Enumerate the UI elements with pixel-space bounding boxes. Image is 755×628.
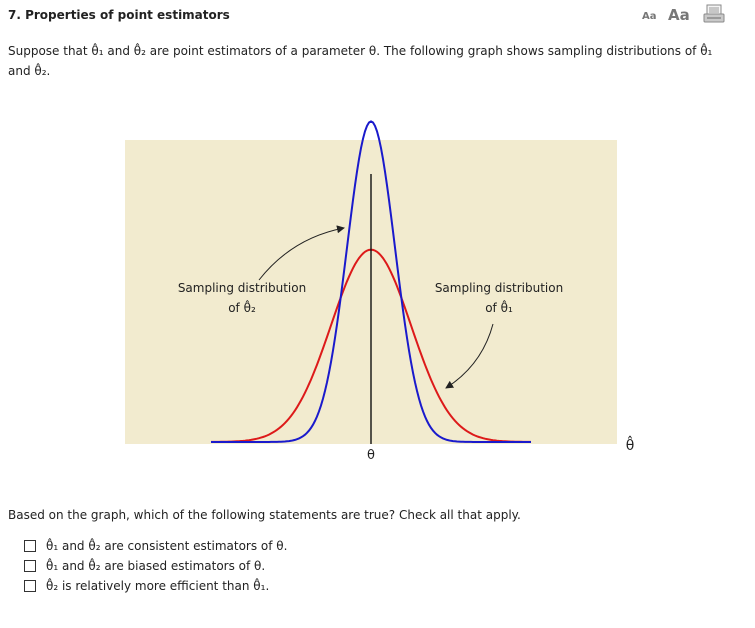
intro-line-1: Suppose that θ̂₁ and θ̂₂ are point estimators of a parameter θ. The following graph shows sampling distributions of θ̂₁	[8, 44, 713, 58]
answer-options	[24, 536, 287, 596]
answer-option[interactable]	[24, 556, 287, 576]
font-size-small-button[interactable]: Aa	[642, 11, 657, 22]
theta-hat-axis-label: θ̂	[625, 438, 635, 454]
print-icon[interactable]	[703, 4, 725, 24]
annotation-theta-hat-2-line1: Sampling distribution	[177, 281, 307, 295]
answer-checkbox[interactable]	[24, 540, 36, 552]
question-header	[0, 0, 755, 32]
question-prompt: Based on the graph, which of the following statements are true? Check all that apply.	[8, 508, 521, 522]
annotation-theta-hat-1-line2: of θ̂₁	[485, 301, 513, 315]
question-intro	[8, 41, 748, 81]
answer-option-label: θ̂₁ and θ̂₂ are biased estimators of θ.	[46, 559, 266, 573]
answer-checkbox[interactable]	[24, 580, 36, 592]
answer-option[interactable]	[24, 536, 287, 556]
font-size-large-button[interactable]: Aa	[668, 6, 690, 24]
sampling-distribution-chart	[0, 120, 755, 480]
theta-axis-label: θ	[367, 448, 375, 463]
annotation-theta-hat-1-line1: Sampling distribution	[434, 281, 564, 295]
question-title: 7. Properties of point estimators	[8, 8, 230, 22]
annotation-theta-hat-2-line2: of θ̂₂	[228, 301, 256, 315]
answer-option-label: θ̂₁ and θ̂₂ are consistent estimators of θ.	[46, 539, 288, 553]
answer-option-label: θ̂₂ is relatively more efficient than θ̂₁.	[46, 579, 270, 593]
intro-line-2: and θ̂₂.	[8, 64, 51, 78]
answer-option[interactable]	[24, 576, 287, 596]
answer-checkbox[interactable]	[24, 560, 36, 572]
